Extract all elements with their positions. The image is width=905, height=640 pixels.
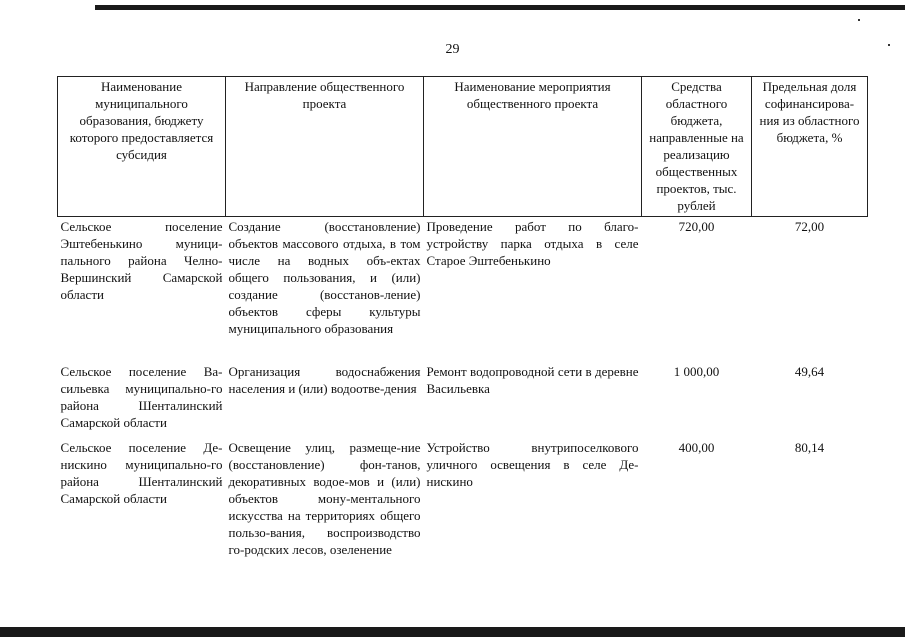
cell-municipality: Сельское поселение Де-нискино муниципально-го района Шенталинский Самарской области [60, 440, 223, 506]
table-row [58, 362, 868, 438]
cell-share: 80,14 [794, 440, 825, 455]
header-municipality: Наименование муниципального образования, бюджету которого предоставляется субсидия [58, 77, 226, 217]
header-direction: Направление общественного проекта [226, 77, 424, 217]
cell-share: 72,00 [794, 219, 825, 234]
cell-municipality: Сельское поселение Эштебенькино муници-пального района Челно-Вершинский Самарской области [60, 219, 223, 302]
cell-municipality: Сельское поселение Ва-сильевка муниципально-го района Шенталинский Самарской области [60, 364, 223, 430]
cell-direction: Организация водоснабжения населения и (или) водоотве-дения [228, 364, 421, 396]
header-funds: Средства областного бюджета, направленные на реализацию общественных проектов, тыс. рублей [642, 77, 752, 217]
cell-event: Ремонт водопроводной сети в деревне Васильевка [426, 364, 639, 396]
page-number: 29 [445, 42, 460, 57]
header-event: Наименование мероприятия общественного проекта [424, 77, 642, 217]
cell-funds: 720,00 [678, 219, 715, 234]
cell-direction: Создание (восстановление) объектов массового отдыха, в том числе на водных объ-ектах общего пользования, и (или) создание (восстанов-ление) объектов сферы культуры муниципального образования [228, 219, 421, 336]
table-header-row [58, 77, 868, 217]
cell-event: Проведение работ по благо-устройству парка отдыха в селе Старое Эштебенькино [426, 219, 639, 268]
header-share: Предельная доля софинансирова-ния из областного бюджета, % [752, 77, 868, 217]
scan-edge-bottom [0, 627, 905, 637]
scan-edge-top [95, 5, 905, 10]
table-row [58, 217, 868, 363]
cell-direction: Освещение улиц, размеще-ние (восстановление) фон-танов, декоративных водое-мов и (или) объектов мону-ментального искусства на территориях общего пользо-вания, воспроизводство го-родских лесов, озеленение [228, 440, 421, 557]
table-row [58, 438, 868, 559]
cell-share: 49,64 [794, 364, 825, 379]
subsidy-table [57, 76, 868, 559]
cell-event: Устройство внутрипоселкового уличного освещения в селе Де-нискино [426, 440, 639, 489]
cell-funds: 1 000,00 [673, 364, 720, 379]
scan-speck [858, 19, 860, 21]
cell-funds: 400,00 [678, 440, 715, 455]
